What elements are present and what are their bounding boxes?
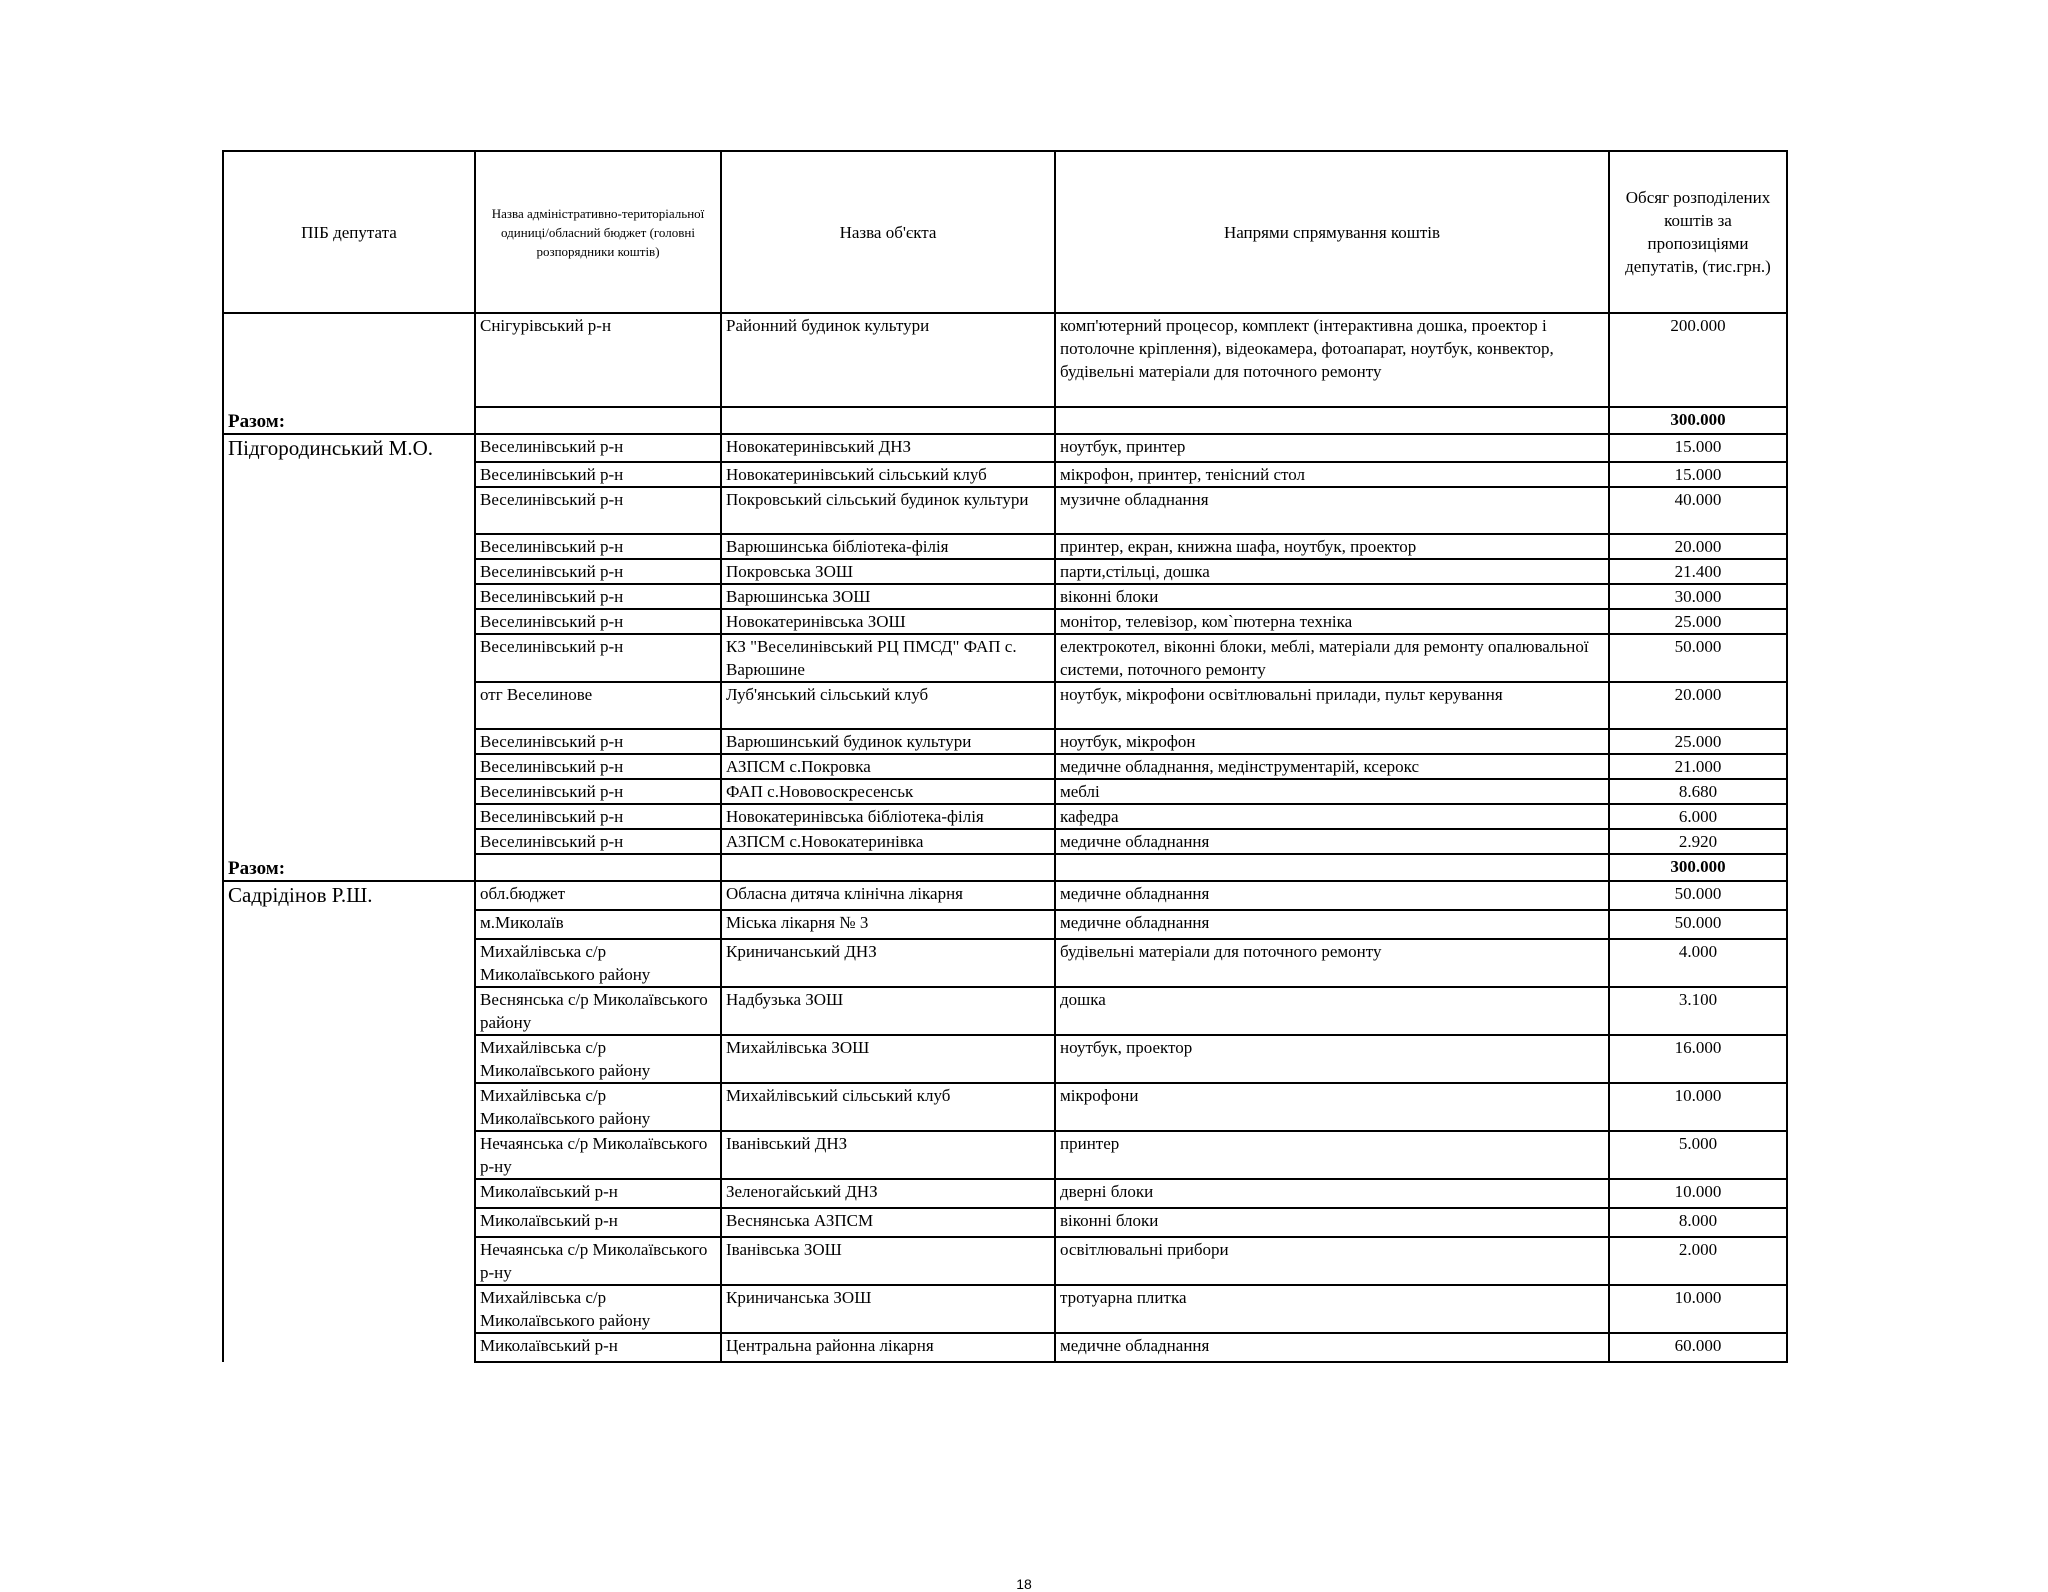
directions-cell: меблі <box>1055 779 1609 804</box>
directions-cell: мікрофони <box>1055 1083 1609 1131</box>
unit-cell: Михайлівська с/р Миколаївського району <box>475 1285 721 1333</box>
empty-cell <box>1055 854 1609 881</box>
directions-cell: віконні блоки <box>1055 1208 1609 1237</box>
object-cell: АЗПСМ с.Покровка <box>721 754 1055 779</box>
amount-cell: 200.000 <box>1609 313 1787 407</box>
object-cell: Зеленогайський ДНЗ <box>721 1179 1055 1208</box>
total-label: Разом: <box>223 854 475 881</box>
table-row <box>223 779 1787 804</box>
deputy-cell-empty <box>223 1035 475 1083</box>
table-row <box>223 829 1787 854</box>
header-deputy: ПІБ депутата <box>223 151 475 313</box>
object-cell: Михайлівська ЗОШ <box>721 1035 1055 1083</box>
table-row <box>223 754 1787 779</box>
object-cell: Луб'янський сільський клуб <box>721 682 1055 729</box>
object-cell: Веснянська АЗПСМ <box>721 1208 1055 1237</box>
amount-cell: 20.000 <box>1609 534 1787 559</box>
unit-cell: Миколаївський р-н <box>475 1208 721 1237</box>
amount-cell: 3.100 <box>1609 987 1787 1035</box>
object-cell: Міська лікарня № 3 <box>721 910 1055 939</box>
directions-cell: дверні блоки <box>1055 1179 1609 1208</box>
deputy-cell-empty <box>223 534 475 559</box>
directions-cell: музичне обладнання <box>1055 487 1609 534</box>
object-cell: Іванівська ЗОШ <box>721 1237 1055 1285</box>
unit-cell: Веселинівський р-н <box>475 829 721 854</box>
allocation-table <box>222 150 1788 1363</box>
unit-cell: Веселинівський р-н <box>475 434 721 462</box>
amount-cell: 50.000 <box>1609 634 1787 682</box>
table-row <box>223 1237 1787 1285</box>
directions-cell: медичне обладнання <box>1055 1333 1609 1362</box>
directions-cell: ноутбук, принтер <box>1055 434 1609 462</box>
object-cell: Надбузька ЗОШ <box>721 987 1055 1035</box>
directions-cell: віконні блоки <box>1055 584 1609 609</box>
object-cell: Новокатеринівський сільський клуб <box>721 462 1055 487</box>
unit-cell: Веселинівський р-н <box>475 804 721 829</box>
header-directions: Напрями спрямування коштів <box>1055 151 1609 313</box>
amount-cell: 25.000 <box>1609 729 1787 754</box>
amount-cell: 40.000 <box>1609 487 1787 534</box>
unit-cell: Михайлівська с/р Миколаївського району <box>475 1083 721 1131</box>
object-cell: ФАП с.Нововоскресенськ <box>721 779 1055 804</box>
directions-cell: ноутбук, мікрофон <box>1055 729 1609 754</box>
table-row <box>223 1208 1787 1237</box>
deputy-cell-empty <box>223 729 475 754</box>
table-row <box>223 1083 1787 1131</box>
unit-cell: Веселинівський р-н <box>475 534 721 559</box>
table-row <box>223 1131 1787 1179</box>
object-cell: Районний будинок культури <box>721 313 1055 407</box>
deputy-name: Садрідінов Р.Ш. <box>223 881 475 910</box>
table-row <box>223 584 1787 609</box>
directions-cell: медичне обладнання <box>1055 881 1609 910</box>
deputy-name: Підгородинський М.О. <box>223 434 475 462</box>
amount-cell: 4.000 <box>1609 939 1787 987</box>
directions-cell: будівельні матеріали для поточного ремонту <box>1055 939 1609 987</box>
unit-cell: Снігурівський р-н <box>475 313 721 407</box>
amount-cell: 2.920 <box>1609 829 1787 854</box>
table-row <box>223 1035 1787 1083</box>
table-row <box>223 987 1787 1035</box>
directions-cell: медичне обладнання <box>1055 829 1609 854</box>
table-row <box>223 559 1787 584</box>
deputy-cell-empty <box>223 1285 475 1333</box>
directions-cell: тротуарна плитка <box>1055 1285 1609 1333</box>
amount-cell: 6.000 <box>1609 804 1787 829</box>
document-page <box>222 150 1786 1363</box>
amount-cell: 20.000 <box>1609 682 1787 729</box>
directions-cell: медичне обладнання, медінструментарій, ксерокс <box>1055 754 1609 779</box>
directions-cell: принтер <box>1055 1131 1609 1179</box>
table-row <box>223 939 1787 987</box>
directions-cell: парти,стільці, дошка <box>1055 559 1609 584</box>
deputy-cell-empty <box>223 754 475 779</box>
table-row <box>223 729 1787 754</box>
amount-cell: 50.000 <box>1609 910 1787 939</box>
object-cell: Варюшинська бібліотека-філія <box>721 534 1055 559</box>
object-cell: Іванівський ДНЗ <box>721 1131 1055 1179</box>
header-row <box>223 151 1787 313</box>
total-row <box>223 854 1787 881</box>
directions-cell: медичне обладнання <box>1055 910 1609 939</box>
amount-cell: 60.000 <box>1609 1333 1787 1362</box>
table-row <box>223 609 1787 634</box>
table-row <box>223 534 1787 559</box>
amount-cell: 10.000 <box>1609 1179 1787 1208</box>
unit-cell: Веселинівський р-н <box>475 487 721 534</box>
amount-cell: 8.000 <box>1609 1208 1787 1237</box>
table-row <box>223 910 1787 939</box>
object-cell: Криничанська ЗОШ <box>721 1285 1055 1333</box>
amount-cell: 15.000 <box>1609 462 1787 487</box>
deputy-cell-empty <box>223 1237 475 1285</box>
amount-cell: 10.000 <box>1609 1285 1787 1333</box>
deputy-cell-empty <box>223 1083 475 1131</box>
header-amount: Обсяг розподілених коштів за пропозиціями депутатів, (тис.грн.) <box>1609 151 1787 313</box>
header-object: Назва об'єкта <box>721 151 1055 313</box>
table-row <box>223 1285 1787 1333</box>
unit-cell: отг Веселинове <box>475 682 721 729</box>
amount-cell: 25.000 <box>1609 609 1787 634</box>
total-amount: 300.000 <box>1609 407 1787 434</box>
unit-cell: Веснянська с/р Миколаївського району <box>475 987 721 1035</box>
object-cell: Криничанський ДНЗ <box>721 939 1055 987</box>
deputy-cell-empty <box>223 1333 475 1362</box>
header-unit: Назва адміністративно-територіальної одиниці/обласний бюджет (головні розпорядники коштів) <box>475 151 721 313</box>
deputy-cell-empty <box>223 487 475 534</box>
unit-cell: м.Миколаїв <box>475 910 721 939</box>
deputy-cell-empty <box>223 313 475 407</box>
unit-cell: Веселинівський р-н <box>475 729 721 754</box>
object-cell: Покровська ЗОШ <box>721 559 1055 584</box>
unit-cell: Веселинівський р-н <box>475 559 721 584</box>
amount-cell: 8.680 <box>1609 779 1787 804</box>
amount-cell: 15.000 <box>1609 434 1787 462</box>
unit-cell: Миколаївський р-н <box>475 1333 721 1362</box>
table-row <box>223 434 1787 462</box>
table-row <box>223 1179 1787 1208</box>
unit-cell: Веселинівський р-н <box>475 609 721 634</box>
directions-cell: ноутбук, проектор <box>1055 1035 1609 1083</box>
amount-cell: 21.400 <box>1609 559 1787 584</box>
deputy-cell-empty <box>223 804 475 829</box>
table-row <box>223 313 1787 407</box>
unit-cell: Веселинівський р-н <box>475 754 721 779</box>
deputy-cell-empty <box>223 1131 475 1179</box>
object-cell: КЗ "Веселинівський РЦ ПМСД" ФАП с. Варюшине <box>721 634 1055 682</box>
page-number: 18 <box>1016 1576 1032 1592</box>
table-row <box>223 804 1787 829</box>
directions-cell: освітлювальні прибори <box>1055 1237 1609 1285</box>
object-cell: Обласна дитяча клінічна лікарня <box>721 881 1055 910</box>
deputy-cell-empty <box>223 779 475 804</box>
directions-cell: кафедра <box>1055 804 1609 829</box>
empty-cell <box>721 854 1055 881</box>
deputy-cell-empty <box>223 987 475 1035</box>
total-row <box>223 407 1787 434</box>
unit-cell: Веселинівський р-н <box>475 779 721 804</box>
deputy-cell-empty <box>223 910 475 939</box>
directions-cell: принтер, екран, книжна шафа, ноутбук, проектор <box>1055 534 1609 559</box>
directions-cell: дошка <box>1055 987 1609 1035</box>
deputy-cell-empty <box>223 584 475 609</box>
unit-cell: Михайлівська с/р Миколаївського району <box>475 939 721 987</box>
object-cell: Центральна районна лікарня <box>721 1333 1055 1362</box>
directions-cell: ноутбук, мікрофони освітлювальні прилади, пульт керування <box>1055 682 1609 729</box>
unit-cell: Веселинівський р-н <box>475 584 721 609</box>
unit-cell: Веселинівський р-н <box>475 462 721 487</box>
amount-cell: 30.000 <box>1609 584 1787 609</box>
deputy-cell-empty <box>223 634 475 682</box>
deputy-cell-empty <box>223 829 475 854</box>
amount-cell: 50.000 <box>1609 881 1787 910</box>
deputy-cell-empty <box>223 462 475 487</box>
unit-cell: Миколаївський р-н <box>475 1179 721 1208</box>
directions-cell: комп'ютерний процесор, комплект (інтерактивна дошка, проектор і потолочне кріплення), відеокамера, фотоапарат, ноутбук, конвектор, будівельні матеріали для поточного ремонту <box>1055 313 1609 407</box>
unit-cell: Веселинівський р-н <box>475 634 721 682</box>
amount-cell: 2.000 <box>1609 1237 1787 1285</box>
deputy-cell-empty <box>223 559 475 584</box>
amount-cell: 21.000 <box>1609 754 1787 779</box>
table-row <box>223 487 1787 534</box>
table-row <box>223 634 1787 682</box>
table-row <box>223 682 1787 729</box>
unit-cell: Нечаянська с/р Миколаївського р-ну <box>475 1237 721 1285</box>
object-cell: Новокатеринівська бібліотека-філія <box>721 804 1055 829</box>
table-row <box>223 462 1787 487</box>
amount-cell: 16.000 <box>1609 1035 1787 1083</box>
amount-cell: 10.000 <box>1609 1083 1787 1131</box>
empty-cell <box>475 854 721 881</box>
table-row <box>223 1333 1787 1362</box>
object-cell: Михайлівський сільський клуб <box>721 1083 1055 1131</box>
directions-cell: електрокотел, віконні блоки, меблі, матеріали для ремонту опалювальної системи, поточного ремонту <box>1055 634 1609 682</box>
object-cell: АЗПСМ с.Новокатеринівка <box>721 829 1055 854</box>
deputy-cell-empty <box>223 682 475 729</box>
object-cell: Новокатеринівська ЗОШ <box>721 609 1055 634</box>
deputy-cell-empty <box>223 1208 475 1237</box>
amount-cell: 5.000 <box>1609 1131 1787 1179</box>
table-row <box>223 881 1787 910</box>
unit-cell: Нечаянська с/р Миколаївського р-ну <box>475 1131 721 1179</box>
unit-cell: Михайлівська с/р Миколаївського району <box>475 1035 721 1083</box>
total-label: Разом: <box>223 407 475 434</box>
object-cell: Покровський сільський будинок культури <box>721 487 1055 534</box>
deputy-cell-empty <box>223 1179 475 1208</box>
object-cell: Варюшинська ЗОШ <box>721 584 1055 609</box>
directions-cell: мікрофон, принтер, тенісний стол <box>1055 462 1609 487</box>
directions-cell: монітор, телевізор, ком`пютерна техніка <box>1055 609 1609 634</box>
deputy-cell-empty <box>223 609 475 634</box>
object-cell: Новокатеринівський ДНЗ <box>721 434 1055 462</box>
unit-cell: обл.бюджет <box>475 881 721 910</box>
total-amount: 300.000 <box>1609 854 1787 881</box>
deputy-cell-empty <box>223 939 475 987</box>
object-cell: Варюшинський будинок культури <box>721 729 1055 754</box>
